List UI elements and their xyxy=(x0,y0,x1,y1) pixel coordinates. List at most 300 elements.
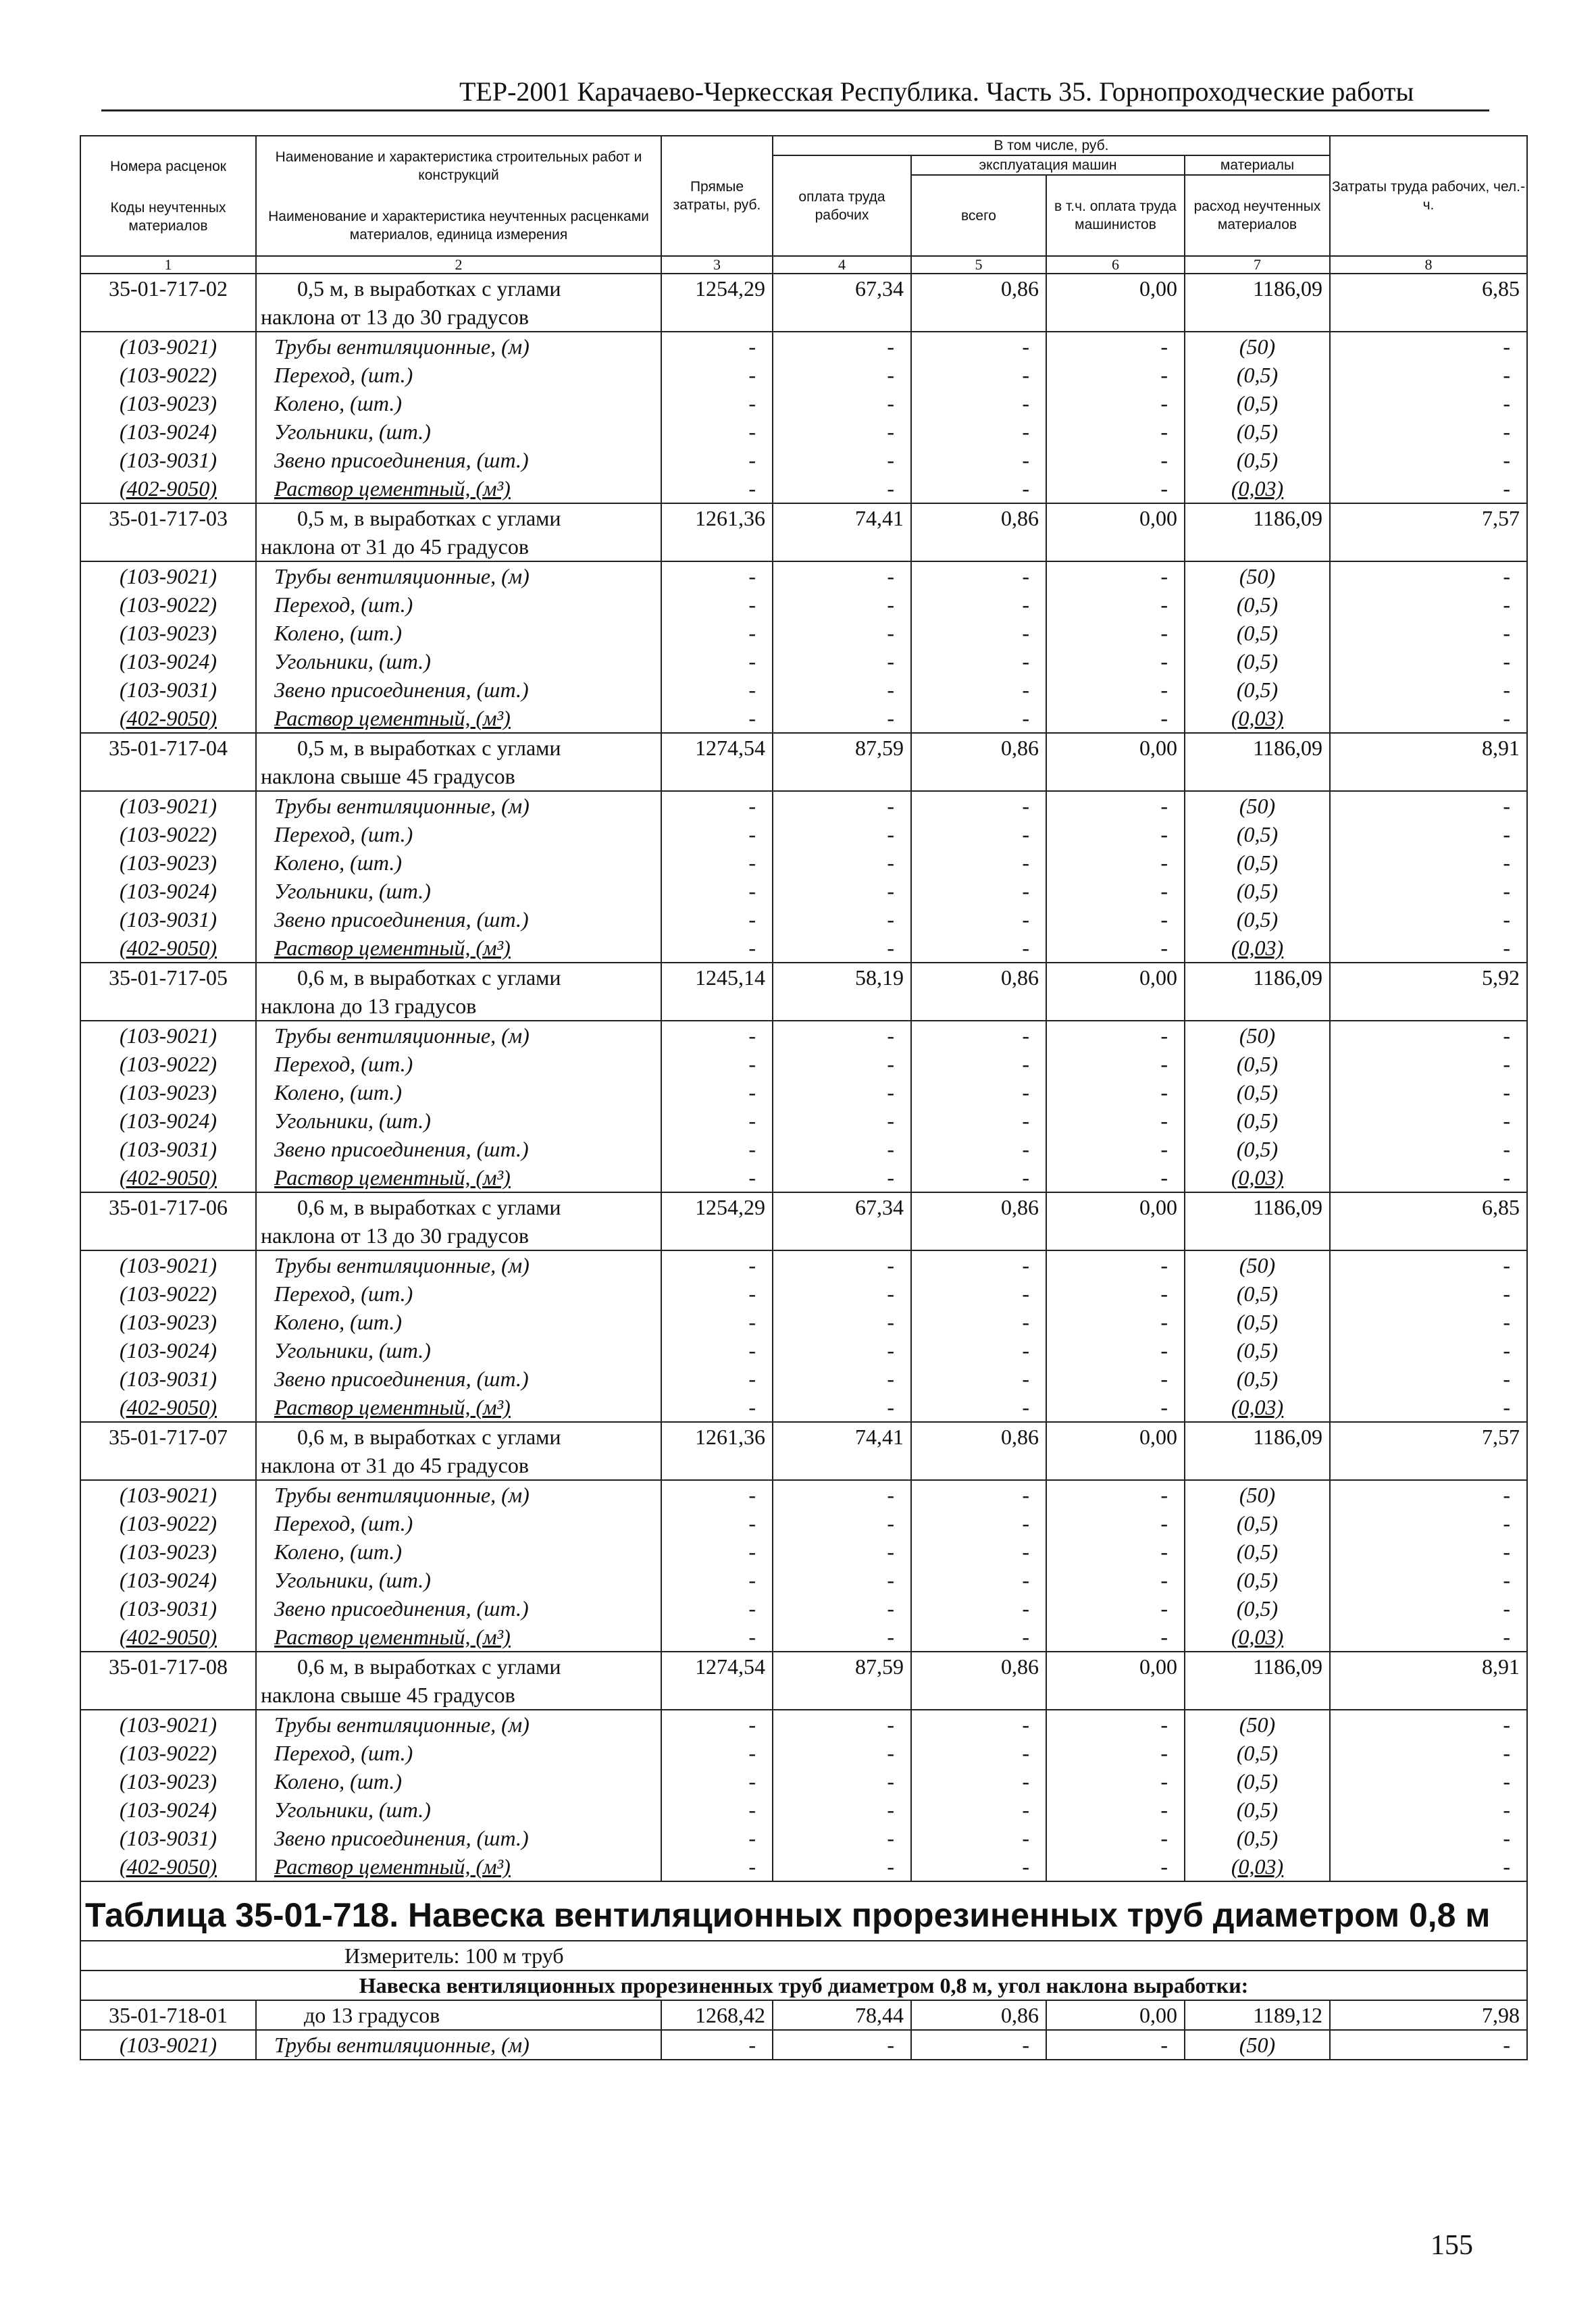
material-name: Раствор цементный, (м³) xyxy=(256,1623,661,1652)
rate-description-line2: наклона свыше 45 градусов xyxy=(261,764,515,788)
material-row xyxy=(80,704,1527,733)
material-name: Раствор цементный, (м³) xyxy=(256,1393,661,1422)
dash-cell: - xyxy=(911,1021,1046,1050)
table2-section: Навеска вентиляционных прорезиненных труб диаметром 0,8 м, угол наклона выработки: xyxy=(80,1971,1527,2000)
dash-cell: - xyxy=(773,704,911,733)
material-name: Раствор цементный, (м³) xyxy=(256,474,661,503)
material-qty: (0,5) xyxy=(1185,1308,1330,1336)
labor-pay: 78,44 xyxy=(773,2000,911,2030)
dash-cell: - xyxy=(911,2030,1046,2060)
dash-cell: - xyxy=(773,332,911,361)
material-row xyxy=(80,1107,1527,1135)
dash-cell: - xyxy=(773,934,911,963)
machinist-pay: 0,00 xyxy=(1046,1422,1185,1480)
material-code: (402-9050) xyxy=(80,1623,256,1652)
material-qty: (0,03) xyxy=(1185,1623,1330,1652)
material-row xyxy=(80,332,1527,361)
labor-hours: 8,91 xyxy=(1330,1652,1527,1710)
machinist-pay: 0,00 xyxy=(1046,1192,1185,1250)
dash-cell: - xyxy=(1046,446,1185,474)
machine-total: 0,86 xyxy=(911,274,1046,332)
dash-cell: - xyxy=(773,417,911,446)
material-code: (103-9024) xyxy=(80,1107,256,1135)
material-code: (103-9023) xyxy=(80,619,256,647)
labor-hours: 7,57 xyxy=(1330,1422,1527,1480)
material-code: (103-9022) xyxy=(80,590,256,619)
material-name: Угольники, (шт.) xyxy=(256,1796,661,1824)
dash-cell: - xyxy=(773,446,911,474)
labor-hours: 5,92 xyxy=(1330,963,1527,1021)
material-qty: (0,5) xyxy=(1185,820,1330,848)
dash-cell: - xyxy=(911,1480,1046,1509)
material-code: (103-9022) xyxy=(80,1050,256,1078)
dash-cell: - xyxy=(661,561,773,590)
material-qty: (0,03) xyxy=(1185,1163,1330,1192)
dash-cell: - xyxy=(661,791,773,820)
rate-row xyxy=(80,963,1527,1021)
column-numbers-row xyxy=(80,256,1527,274)
dash-cell: - xyxy=(773,877,911,905)
dash-cell: - xyxy=(1330,1365,1527,1393)
material-row xyxy=(80,1509,1527,1537)
labor-pay: 58,19 xyxy=(773,963,911,1021)
material-row xyxy=(80,848,1527,877)
dash-cell: - xyxy=(1330,590,1527,619)
material-row xyxy=(80,2030,1527,2060)
dash-cell: - xyxy=(911,820,1046,848)
dash-cell: - xyxy=(911,704,1046,733)
dash-cell: - xyxy=(773,1566,911,1594)
material-qty: (50) xyxy=(1185,561,1330,590)
dash-cell: - xyxy=(773,1365,911,1393)
col-num: 3 xyxy=(661,256,773,274)
dash-cell: - xyxy=(1330,1537,1527,1566)
dash-cell: - xyxy=(1046,1739,1185,1767)
col-num: 4 xyxy=(773,256,911,274)
dash-cell: - xyxy=(1330,1594,1527,1623)
machinist-pay: 0,00 xyxy=(1046,733,1185,791)
dash-cell: - xyxy=(661,1623,773,1652)
dash-cell: - xyxy=(911,791,1046,820)
dash-cell: - xyxy=(1046,1393,1185,1422)
rate-description-line2: наклона от 13 до 30 градусов xyxy=(261,1223,529,1248)
material-name: Переход, (шт.) xyxy=(256,590,661,619)
dash-cell: - xyxy=(773,1107,911,1135)
rate-row xyxy=(80,1192,1527,1250)
col-num: 1 xyxy=(80,256,256,274)
material-code: (402-9050) xyxy=(80,474,256,503)
machine-total: 0,86 xyxy=(911,1652,1046,1710)
header-direct-costs: Прямые затраты, руб. xyxy=(661,136,773,256)
dash-cell: - xyxy=(911,1308,1046,1336)
material-qty: (50) xyxy=(1185,1021,1330,1050)
material-code: (103-9024) xyxy=(80,647,256,676)
dash-cell: - xyxy=(773,1710,911,1739)
material-code: (103-9031) xyxy=(80,676,256,704)
machine-total: 0,86 xyxy=(911,1192,1046,1250)
header-labor-hours: Затраты труда рабочих, чел.-ч. xyxy=(1330,136,1527,256)
material-row xyxy=(80,1824,1527,1852)
material-row xyxy=(80,1393,1527,1422)
materials-cost: 1186,09 xyxy=(1185,1652,1330,1710)
dash-cell: - xyxy=(773,1250,911,1279)
header-materials: материалы xyxy=(1185,155,1330,175)
dash-cell: - xyxy=(661,820,773,848)
dash-cell: - xyxy=(773,1336,911,1365)
material-qty: (0,03) xyxy=(1185,1393,1330,1422)
dash-cell: - xyxy=(661,905,773,934)
rate-description xyxy=(256,503,661,561)
rate-description xyxy=(256,1422,661,1480)
material-name: Трубы вентиляционные, (м) xyxy=(256,1021,661,1050)
material-name: Переход, (шт.) xyxy=(256,820,661,848)
material-row xyxy=(80,1279,1527,1308)
dash-cell: - xyxy=(1330,1710,1527,1739)
dash-cell: - xyxy=(911,1739,1046,1767)
rate-description-line1: 0,5 м, в выработках с углами xyxy=(297,736,561,760)
material-code: (103-9023) xyxy=(80,1767,256,1796)
material-row xyxy=(80,1767,1527,1796)
direct-costs: 1261,36 xyxy=(661,1422,773,1480)
dash-cell: - xyxy=(773,848,911,877)
dash-cell: - xyxy=(661,1050,773,1078)
material-qty: (0,5) xyxy=(1185,647,1330,676)
labor-pay: 87,59 xyxy=(773,733,911,791)
rate-code: 35-01-718-01 xyxy=(80,2000,256,2030)
material-row xyxy=(80,1796,1527,1824)
direct-costs: 1274,54 xyxy=(661,733,773,791)
dash-cell: - xyxy=(911,590,1046,619)
col-num: 8 xyxy=(1330,256,1527,274)
header-labor-pay: оплата труда рабочих xyxy=(773,155,911,256)
dash-cell: - xyxy=(1046,1480,1185,1509)
dash-cell: - xyxy=(911,1250,1046,1279)
dash-cell: - xyxy=(1046,1050,1185,1078)
dash-cell: - xyxy=(911,1796,1046,1824)
material-code: (103-9021) xyxy=(80,2030,256,2060)
material-row xyxy=(80,1135,1527,1163)
material-code: (402-9050) xyxy=(80,1852,256,1881)
material-code: (103-9021) xyxy=(80,561,256,590)
dash-cell: - xyxy=(911,1365,1046,1393)
material-code: (103-9021) xyxy=(80,791,256,820)
rate-description-line2: наклона до 13 градусов xyxy=(261,994,477,1018)
labor-hours: 7,57 xyxy=(1330,503,1527,561)
dash-cell: - xyxy=(1046,361,1185,389)
material-row xyxy=(80,1250,1527,1279)
header-machinist-pay: в т.ч. оплата труда машинистов xyxy=(1046,175,1185,256)
material-name: Звено присоединения, (шт.) xyxy=(256,1594,661,1623)
rate-description-line2: наклона от 13 до 30 градусов xyxy=(261,305,529,329)
dash-cell: - xyxy=(1046,1021,1185,1050)
material-code: (402-9050) xyxy=(80,1163,256,1192)
dash-cell: - xyxy=(661,1163,773,1192)
material-qty: (0,5) xyxy=(1185,1336,1330,1365)
material-code: (103-9023) xyxy=(80,848,256,877)
dash-cell: - xyxy=(773,1623,911,1652)
direct-costs: 1245,14 xyxy=(661,963,773,1021)
dash-cell: - xyxy=(773,1852,911,1881)
dash-cell: - xyxy=(1330,361,1527,389)
material-name: Трубы вентиляционные, (м) xyxy=(256,1480,661,1509)
dash-cell: - xyxy=(1330,676,1527,704)
dash-cell: - xyxy=(911,619,1046,647)
material-code: (103-9031) xyxy=(80,1594,256,1623)
rate-description: до 13 градусов xyxy=(256,2000,661,2030)
rate-code: 35-01-717-06 xyxy=(80,1192,256,1250)
material-row xyxy=(80,446,1527,474)
direct-costs: 1254,29 xyxy=(661,274,773,332)
rate-row xyxy=(80,733,1527,791)
dash-cell: - xyxy=(911,1824,1046,1852)
dash-cell: - xyxy=(911,561,1046,590)
table2-measure-row xyxy=(80,1941,1527,1971)
material-qty: (0,5) xyxy=(1185,446,1330,474)
material-qty: (0,5) xyxy=(1185,417,1330,446)
dash-cell: - xyxy=(661,1107,773,1135)
dash-cell: - xyxy=(911,1537,1046,1566)
dash-cell: - xyxy=(773,1308,911,1336)
rate-description-line1: 0,6 м, в выработках с углами xyxy=(297,1654,561,1679)
material-qty: (0,5) xyxy=(1185,1767,1330,1796)
dash-cell: - xyxy=(1330,446,1527,474)
material-row xyxy=(80,561,1527,590)
dash-cell: - xyxy=(1046,1365,1185,1393)
material-code: (103-9021) xyxy=(80,1021,256,1050)
material-code: (103-9021) xyxy=(80,1250,256,1279)
dash-cell: - xyxy=(1330,1078,1527,1107)
rate-description-line1: 0,5 м, в выработках с углами xyxy=(297,506,561,530)
dash-cell: - xyxy=(1046,1566,1185,1594)
direct-costs: 1274,54 xyxy=(661,1652,773,1710)
rate-description xyxy=(256,1652,661,1710)
material-name: Колено, (шт.) xyxy=(256,389,661,417)
material-name: Трубы вентиляционные, (м) xyxy=(256,332,661,361)
material-qty: (0,03) xyxy=(1185,704,1330,733)
dash-cell: - xyxy=(1046,1623,1185,1652)
dash-cell: - xyxy=(661,1250,773,1279)
dash-cell: - xyxy=(773,1824,911,1852)
dash-cell: - xyxy=(1330,332,1527,361)
material-row xyxy=(80,877,1527,905)
dash-cell: - xyxy=(1046,1767,1185,1796)
machinist-pay: 0,00 xyxy=(1046,963,1185,1021)
dash-cell: - xyxy=(773,1480,911,1509)
materials-cost: 1186,09 xyxy=(1185,1192,1330,1250)
dash-cell: - xyxy=(1330,1739,1527,1767)
material-qty: (0,5) xyxy=(1185,1135,1330,1163)
labor-hours: 6,85 xyxy=(1330,274,1527,332)
dash-cell: - xyxy=(1046,1852,1185,1881)
dash-cell: - xyxy=(911,474,1046,503)
dash-cell: - xyxy=(661,590,773,619)
dash-cell: - xyxy=(1330,1021,1527,1050)
dash-cell: - xyxy=(661,676,773,704)
dash-cell: - xyxy=(773,1537,911,1566)
header-rule xyxy=(101,109,1489,111)
dash-cell: - xyxy=(1330,1623,1527,1652)
dash-cell: - xyxy=(773,1021,911,1050)
dash-cell: - xyxy=(661,1852,773,1881)
header-col2 xyxy=(256,136,661,256)
material-row xyxy=(80,1480,1527,1509)
dash-cell: - xyxy=(773,361,911,389)
dash-cell: - xyxy=(911,1279,1046,1308)
material-qty: (0,5) xyxy=(1185,1537,1330,1566)
machinist-pay: 0,00 xyxy=(1046,274,1185,332)
material-qty: (0,5) xyxy=(1185,1365,1330,1393)
material-qty: (0,5) xyxy=(1185,389,1330,417)
dash-cell: - xyxy=(911,1078,1046,1107)
dash-cell: - xyxy=(661,1767,773,1796)
dash-cell: - xyxy=(1046,1796,1185,1824)
dash-cell: - xyxy=(1046,1279,1185,1308)
material-name: Угольники, (шт.) xyxy=(256,877,661,905)
dash-cell: - xyxy=(661,1135,773,1163)
dash-cell: - xyxy=(773,474,911,503)
material-row xyxy=(80,1336,1527,1365)
dash-cell: - xyxy=(773,1078,911,1107)
material-code: (103-9024) xyxy=(80,1566,256,1594)
dash-cell: - xyxy=(661,417,773,446)
dash-cell: - xyxy=(1330,417,1527,446)
rate-row xyxy=(80,2000,1527,2030)
dash-cell: - xyxy=(1046,1308,1185,1336)
dash-cell: - xyxy=(1330,1566,1527,1594)
material-name: Раствор цементный, (м³) xyxy=(256,1852,661,1881)
dash-cell: - xyxy=(1330,1509,1527,1537)
dash-cell: - xyxy=(773,1767,911,1796)
dash-cell: - xyxy=(1046,1710,1185,1739)
materials-cost: 1186,09 xyxy=(1185,274,1330,332)
dash-cell: - xyxy=(773,590,911,619)
dash-cell: - xyxy=(1046,2030,1185,2060)
dash-cell: - xyxy=(1046,676,1185,704)
dash-cell: - xyxy=(773,1509,911,1537)
dash-cell: - xyxy=(911,1710,1046,1739)
material-row xyxy=(80,389,1527,417)
dash-cell: - xyxy=(1330,2030,1527,2060)
material-name: Звено присоединения, (шт.) xyxy=(256,1365,661,1393)
rate-description-line1: 0,6 м, в выработках с углами xyxy=(297,1425,561,1449)
material-code: (103-9021) xyxy=(80,332,256,361)
rates-table xyxy=(80,135,1528,2060)
machinist-pay: 0,00 xyxy=(1046,1652,1185,1710)
dash-cell: - xyxy=(911,848,1046,877)
dash-cell: - xyxy=(1330,848,1527,877)
dash-cell: - xyxy=(1046,561,1185,590)
dash-cell: - xyxy=(1330,1107,1527,1135)
dash-cell: - xyxy=(1330,1050,1527,1078)
material-row xyxy=(80,1739,1527,1767)
machine-total: 0,86 xyxy=(911,1422,1046,1480)
rate-description-line1: 0,6 м, в выработках с углами xyxy=(297,965,561,990)
rate-code: 35-01-717-07 xyxy=(80,1422,256,1480)
dash-cell: - xyxy=(661,2030,773,2060)
material-name: Переход, (шт.) xyxy=(256,1050,661,1078)
material-name: Угольники, (шт.) xyxy=(256,647,661,676)
dash-cell: - xyxy=(911,389,1046,417)
material-code: (103-9023) xyxy=(80,1078,256,1107)
material-row xyxy=(80,474,1527,503)
dash-cell: - xyxy=(1330,877,1527,905)
material-name: Звено присоединения, (шт.) xyxy=(256,1824,661,1852)
material-qty: (0,5) xyxy=(1185,1509,1330,1537)
table2-section-row xyxy=(80,1971,1527,2000)
material-row xyxy=(80,1163,1527,1192)
dash-cell: - xyxy=(911,1566,1046,1594)
dash-cell: - xyxy=(911,446,1046,474)
dash-cell: - xyxy=(661,1739,773,1767)
material-name: Трубы вентиляционные, (м) xyxy=(256,2030,661,2060)
material-row xyxy=(80,1365,1527,1393)
header-material-name: Наименование и характеристика неучтенных расценками материалов, единица измерения xyxy=(268,209,649,243)
material-name: Звено присоединения, (шт.) xyxy=(256,905,661,934)
rate-code: 35-01-717-08 xyxy=(80,1652,256,1710)
dash-cell: - xyxy=(1046,590,1185,619)
material-qty: (50) xyxy=(1185,332,1330,361)
dash-cell: - xyxy=(773,1135,911,1163)
material-row xyxy=(80,1594,1527,1623)
material-code: (103-9023) xyxy=(80,389,256,417)
dash-cell: - xyxy=(1046,1594,1185,1623)
dash-cell: - xyxy=(661,934,773,963)
material-name: Трубы вентиляционные, (м) xyxy=(256,561,661,590)
table2-title-row xyxy=(80,1881,1527,1941)
material-name: Трубы вентиляционные, (м) xyxy=(256,1250,661,1279)
rate-description-line2: наклона от 31 до 45 градусов xyxy=(261,534,529,559)
dash-cell: - xyxy=(773,2030,911,2060)
dash-cell: - xyxy=(661,1078,773,1107)
rate-code: 35-01-717-02 xyxy=(80,274,256,332)
dash-cell: - xyxy=(661,1365,773,1393)
dash-cell: - xyxy=(911,1852,1046,1881)
dash-cell: - xyxy=(661,1824,773,1852)
rate-code: 35-01-717-05 xyxy=(80,963,256,1021)
dash-cell: - xyxy=(773,1393,911,1422)
material-code: (103-9022) xyxy=(80,1279,256,1308)
dash-cell: - xyxy=(661,848,773,877)
col-num: 6 xyxy=(1046,256,1185,274)
dash-cell: - xyxy=(911,1163,1046,1192)
material-code: (402-9050) xyxy=(80,1393,256,1422)
material-row xyxy=(80,1537,1527,1566)
material-name: Звено присоединения, (шт.) xyxy=(256,446,661,474)
machinist-pay: 0,00 xyxy=(1046,2000,1185,2030)
material-name: Колено, (шт.) xyxy=(256,1537,661,1566)
material-name: Колено, (шт.) xyxy=(256,619,661,647)
dash-cell: - xyxy=(661,446,773,474)
material-qty: (0,5) xyxy=(1185,877,1330,905)
material-row xyxy=(80,791,1527,820)
material-code: (103-9031) xyxy=(80,1365,256,1393)
dash-cell: - xyxy=(911,417,1046,446)
dash-cell: - xyxy=(1046,905,1185,934)
material-qty: (0,5) xyxy=(1185,1824,1330,1852)
dash-cell: - xyxy=(1046,848,1185,877)
material-qty: (0,5) xyxy=(1185,1739,1330,1767)
dash-cell: - xyxy=(1330,1279,1527,1308)
materials-cost: 1189,12 xyxy=(1185,2000,1330,2030)
material-code: (103-9022) xyxy=(80,1739,256,1767)
dash-cell: - xyxy=(1330,1480,1527,1509)
header-col1 xyxy=(80,136,256,256)
material-qty: (0,03) xyxy=(1185,474,1330,503)
material-name: Угольники, (шт.) xyxy=(256,1336,661,1365)
machine-total: 0,86 xyxy=(911,733,1046,791)
dash-cell: - xyxy=(1330,934,1527,963)
direct-costs: 1268,42 xyxy=(661,2000,773,2030)
